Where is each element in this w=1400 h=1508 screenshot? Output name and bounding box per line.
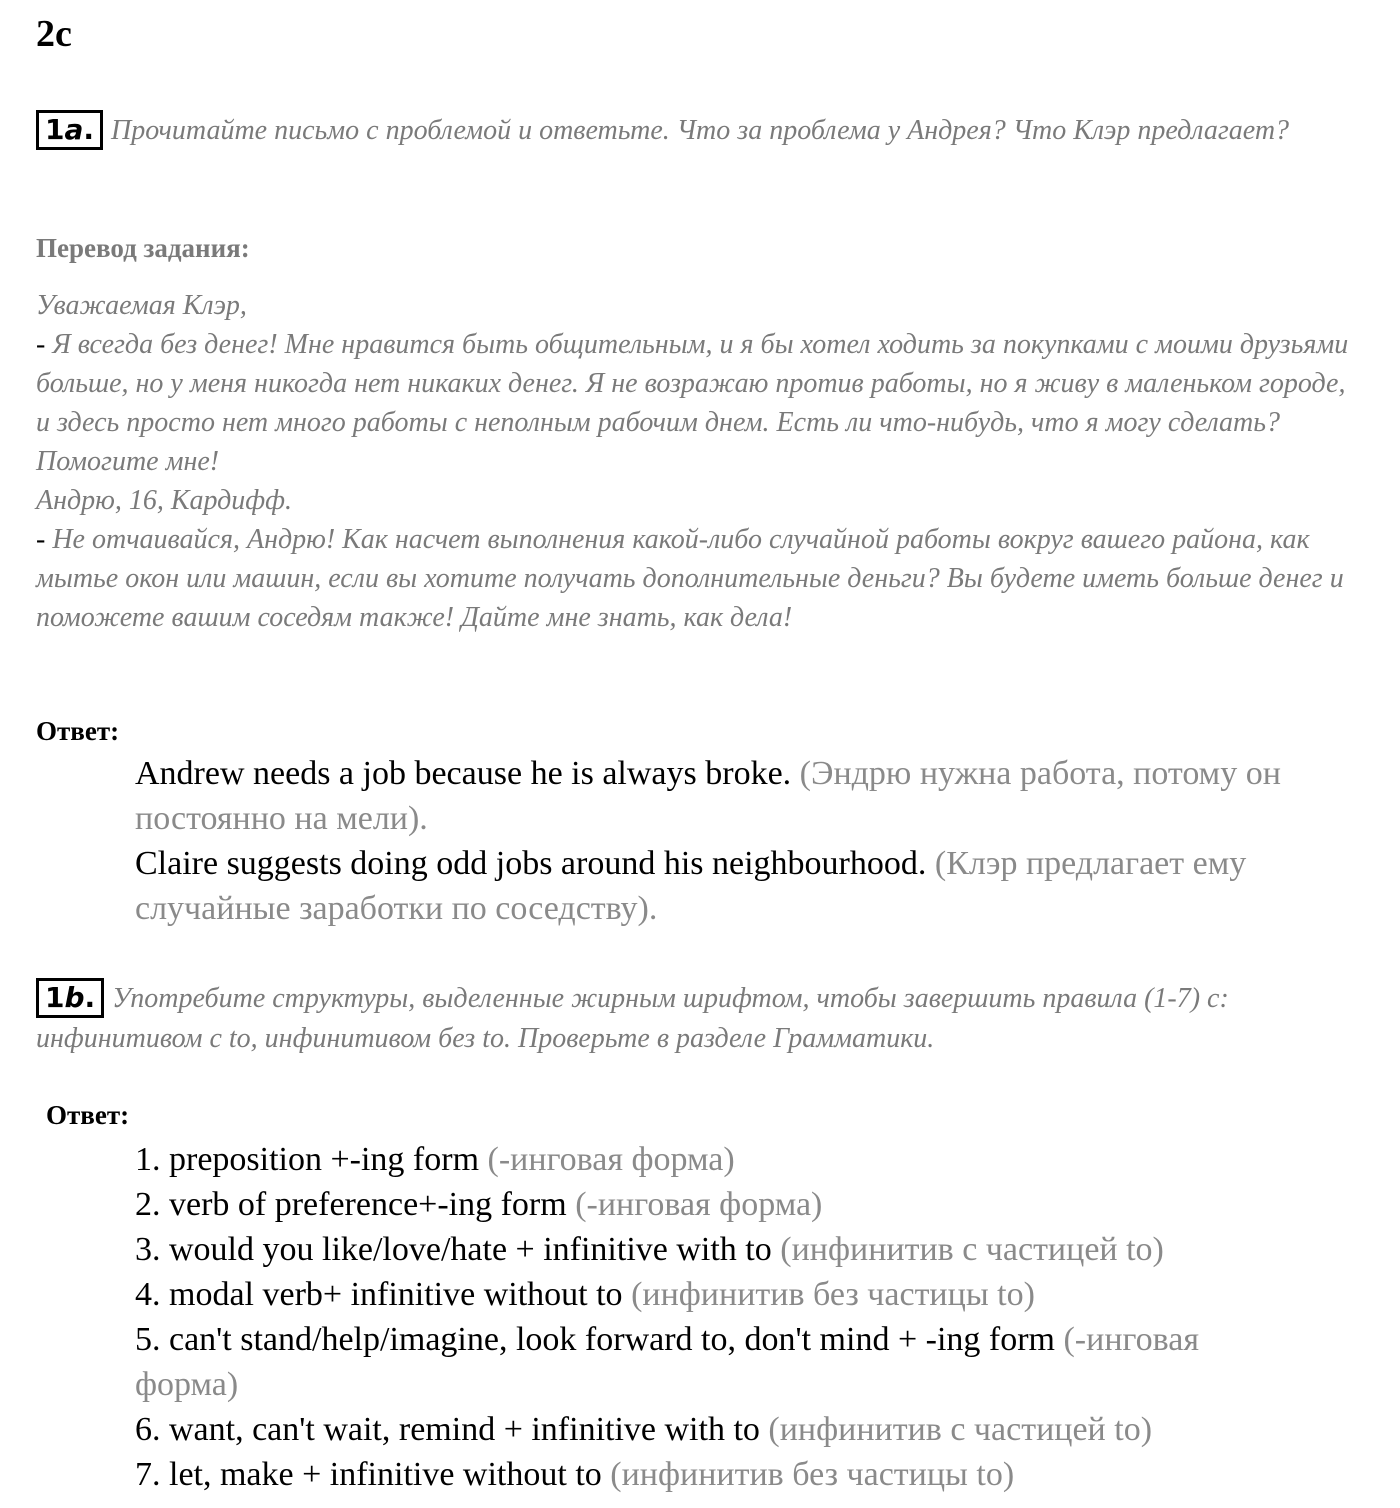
answer-1b-label: Ответ: <box>46 1100 130 1130</box>
letter-signature: Андрю, 16, Кардифф. <box>36 485 293 516</box>
task-1b-badge-number: 1 <box>45 981 65 1014</box>
translation-heading: Перевод задания: <box>36 233 250 263</box>
letter-dash-1: - <box>36 329 46 360</box>
task-1a-instruction: Прочитайте письмо с проблемой и ответьте. Что за проблема у Андрея? Что Клэр предлагает? <box>111 115 1290 146</box>
list-item-en: 4. modal verb+ infinitive without to <box>135 1276 623 1313</box>
answer-1a-en-2: Claire suggests doing odd jobs around his neighbourhood. <box>135 845 927 882</box>
task-1b-badge-letter: b <box>64 981 85 1014</box>
list-item-ru: (-инговая форма) <box>135 1321 1199 1403</box>
list-item-en: 7. let, make + infinitive without to <box>135 1456 602 1493</box>
answer-1a-line-2 <box>135 841 1335 931</box>
task-1a-badge: 1a. <box>36 110 103 150</box>
list-item <box>135 1227 1285 1272</box>
task-1a-instruction-block <box>36 110 1336 151</box>
letter-greeting: Уважаемая Клэр, <box>36 290 247 321</box>
task-1b-instruction: Употребите структуры, выделенные жирным шрифтом, чтобы завершить правила (1-7) с: инфинитивом с to, инфинитивом без to. Проверьте в разделе Грамматики. <box>36 983 1229 1054</box>
list-item-ru: (инфинитив без частицы to) <box>631 1276 1035 1313</box>
page-title: 2c <box>36 13 72 55</box>
list-item <box>135 1182 1285 1227</box>
task-1b-badge: 1b. <box>36 978 104 1018</box>
list-item <box>135 1137 1285 1182</box>
answer-1a-en-1: Andrew needs a job because he is always broke. <box>135 755 792 792</box>
answer-1a-label: Ответ: <box>36 716 120 746</box>
list-item-en: 3. would you like/love/hate + infinitive with to <box>135 1231 772 1268</box>
list-item-ru: (-инговая форма) <box>575 1186 823 1223</box>
task-1b-instruction-block <box>36 978 1296 1059</box>
answer-1b-list <box>135 1137 1285 1497</box>
list-item-ru: (инфинитив с частицей to) <box>768 1411 1153 1448</box>
task-1a-badge-number: 1 <box>45 113 65 146</box>
answer-1a-line-1 <box>135 751 1335 841</box>
letter-dash-2: - <box>36 524 46 555</box>
letter-paragraph-2 <box>36 520 1356 637</box>
answer-1a-text <box>135 751 1335 931</box>
answer-1a-ru-2: (Клэр предлагает ему случайные заработки по соседству). <box>135 845 1247 927</box>
list-item <box>135 1272 1285 1317</box>
list-item-en: 5. can't stand/help/imagine, look forward to, don't mind + -ing form <box>135 1321 1055 1358</box>
list-item-ru: (инфинитив без частицы to) <box>610 1456 1015 1493</box>
list-item-ru: (-инговая форма) <box>487 1141 735 1178</box>
list-item-en: 6. want, can't wait, remind + infinitive with to <box>135 1411 760 1448</box>
letter-paragraph-1-text: Я всегда без денег! Мне нравится быть общительным, и я бы хотел ходить за покупками с моими друзьями больше, но у меня никогда нет никаких денег. Я не возражаю против работы, но я живу в маленьком городе, и здесь просто нет много работы с неполным рабочим днем. Есть ли что-нибудь, что я могу сделать? Помогите мне! <box>36 329 1349 477</box>
letter-paragraph-1 <box>36 325 1356 481</box>
letter-paragraph-2-text: Не отчаивайся, Андрю! Как насчет выполнения какой-либо случайной работы вокруг вашего района, как мытье окон или машин, если вы хотите получать дополнительные деньги? Вы будете иметь больше денег и поможете вашим соседям также! Дайте мне знать, как дела! <box>36 524 1344 633</box>
list-item-en: 2. verb of preference+-ing form <box>135 1186 567 1223</box>
translated-letter <box>36 286 1356 637</box>
list-item <box>135 1317 1285 1407</box>
list-item <box>135 1452 1285 1497</box>
list-item <box>135 1407 1285 1452</box>
list-item-en: 1. preposition +-ing form <box>135 1141 480 1178</box>
answer-1a-ru-1: (Эндрю нужна работа, потому он постоянно на мели). <box>135 755 1281 837</box>
list-item-ru: (инфинитив с частицей to) <box>780 1231 1164 1268</box>
task-1a-badge-letter: a <box>64 113 84 146</box>
